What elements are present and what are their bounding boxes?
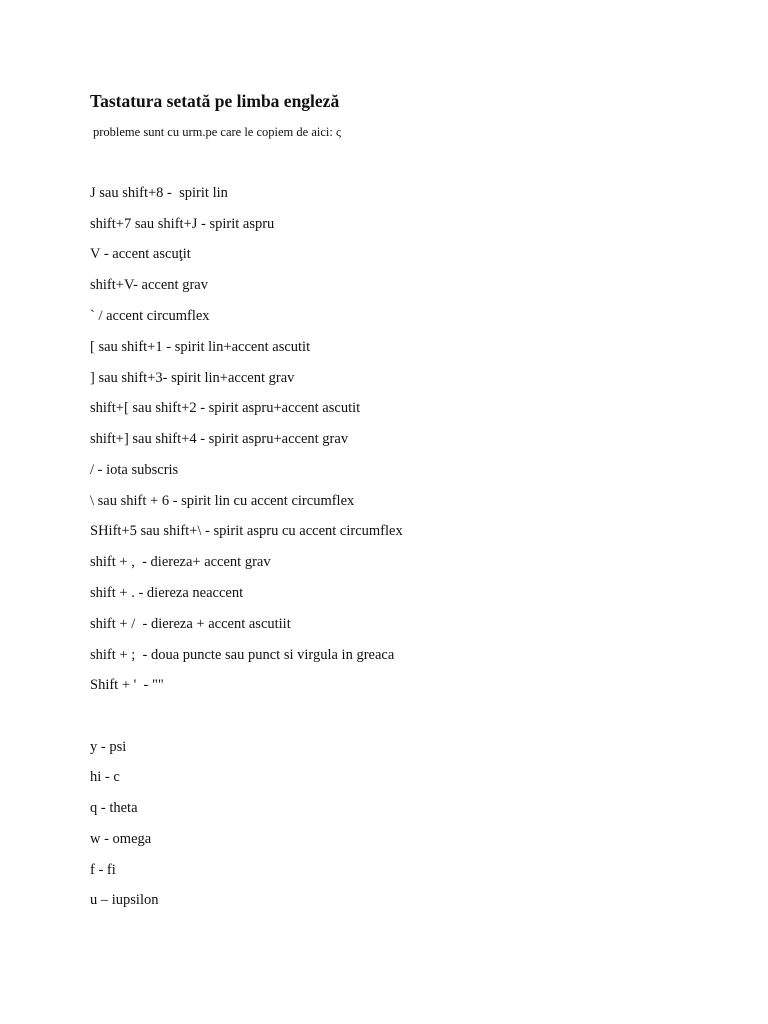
shortcut-line: shift+] sau shift+4 - spirit aspru+accent grav [90, 431, 349, 447]
shortcut-line: ] sau shift+3- spirit lin+accent grav [90, 370, 295, 386]
shortcut-line: J sau shift+8 - spirit lin [90, 185, 228, 201]
shortcut-line: / - iota subscris [90, 462, 179, 478]
shortcut-line: shift + / - diereza + accent ascutiit [90, 616, 291, 632]
document-title: Tastatura setată pe limba engleză [90, 91, 340, 111]
shortcut-line: ` / accent circumflex [90, 308, 210, 324]
shortcut-line: shift + , - diereza+ accent grav [90, 554, 271, 570]
shortcut-line: V - accent ascuţit [90, 246, 191, 262]
shortcut-line: shift+7 sau shift+J - spirit aspru [90, 216, 275, 232]
letter-line: q - theta [90, 800, 138, 816]
letter-line: y - psi [90, 739, 127, 755]
document-subtitle: probleme sunt cu urm.pe care le copiem de aici: ς [93, 125, 341, 139]
shortcut-line: shift+[ sau shift+2 - spirit aspru+accent ascutit [90, 400, 361, 416]
shortcut-line: shift+V- accent grav [90, 277, 208, 293]
shortcut-line: shift + . - diereza neaccent [90, 585, 244, 601]
shortcut-line: \ sau shift + 6 - spirit lin cu accent circumflex [90, 493, 355, 509]
letter-line: hi - c [90, 769, 120, 785]
shortcut-line: Shift + ' - "" [90, 677, 164, 693]
shortcut-line: shift + ; - doua puncte sau punct si virgula in greaca [90, 647, 395, 663]
shortcut-line: [ sau shift+1 - spirit lin+accent ascutit [90, 339, 311, 355]
letter-line: w - omega [90, 831, 152, 847]
shortcut-line: SHift+5 sau shift+\ - spirit aspru cu accent circumflex [90, 523, 403, 539]
letter-line: u – iupsilon [90, 892, 159, 908]
letter-line: f - fi [90, 862, 116, 878]
